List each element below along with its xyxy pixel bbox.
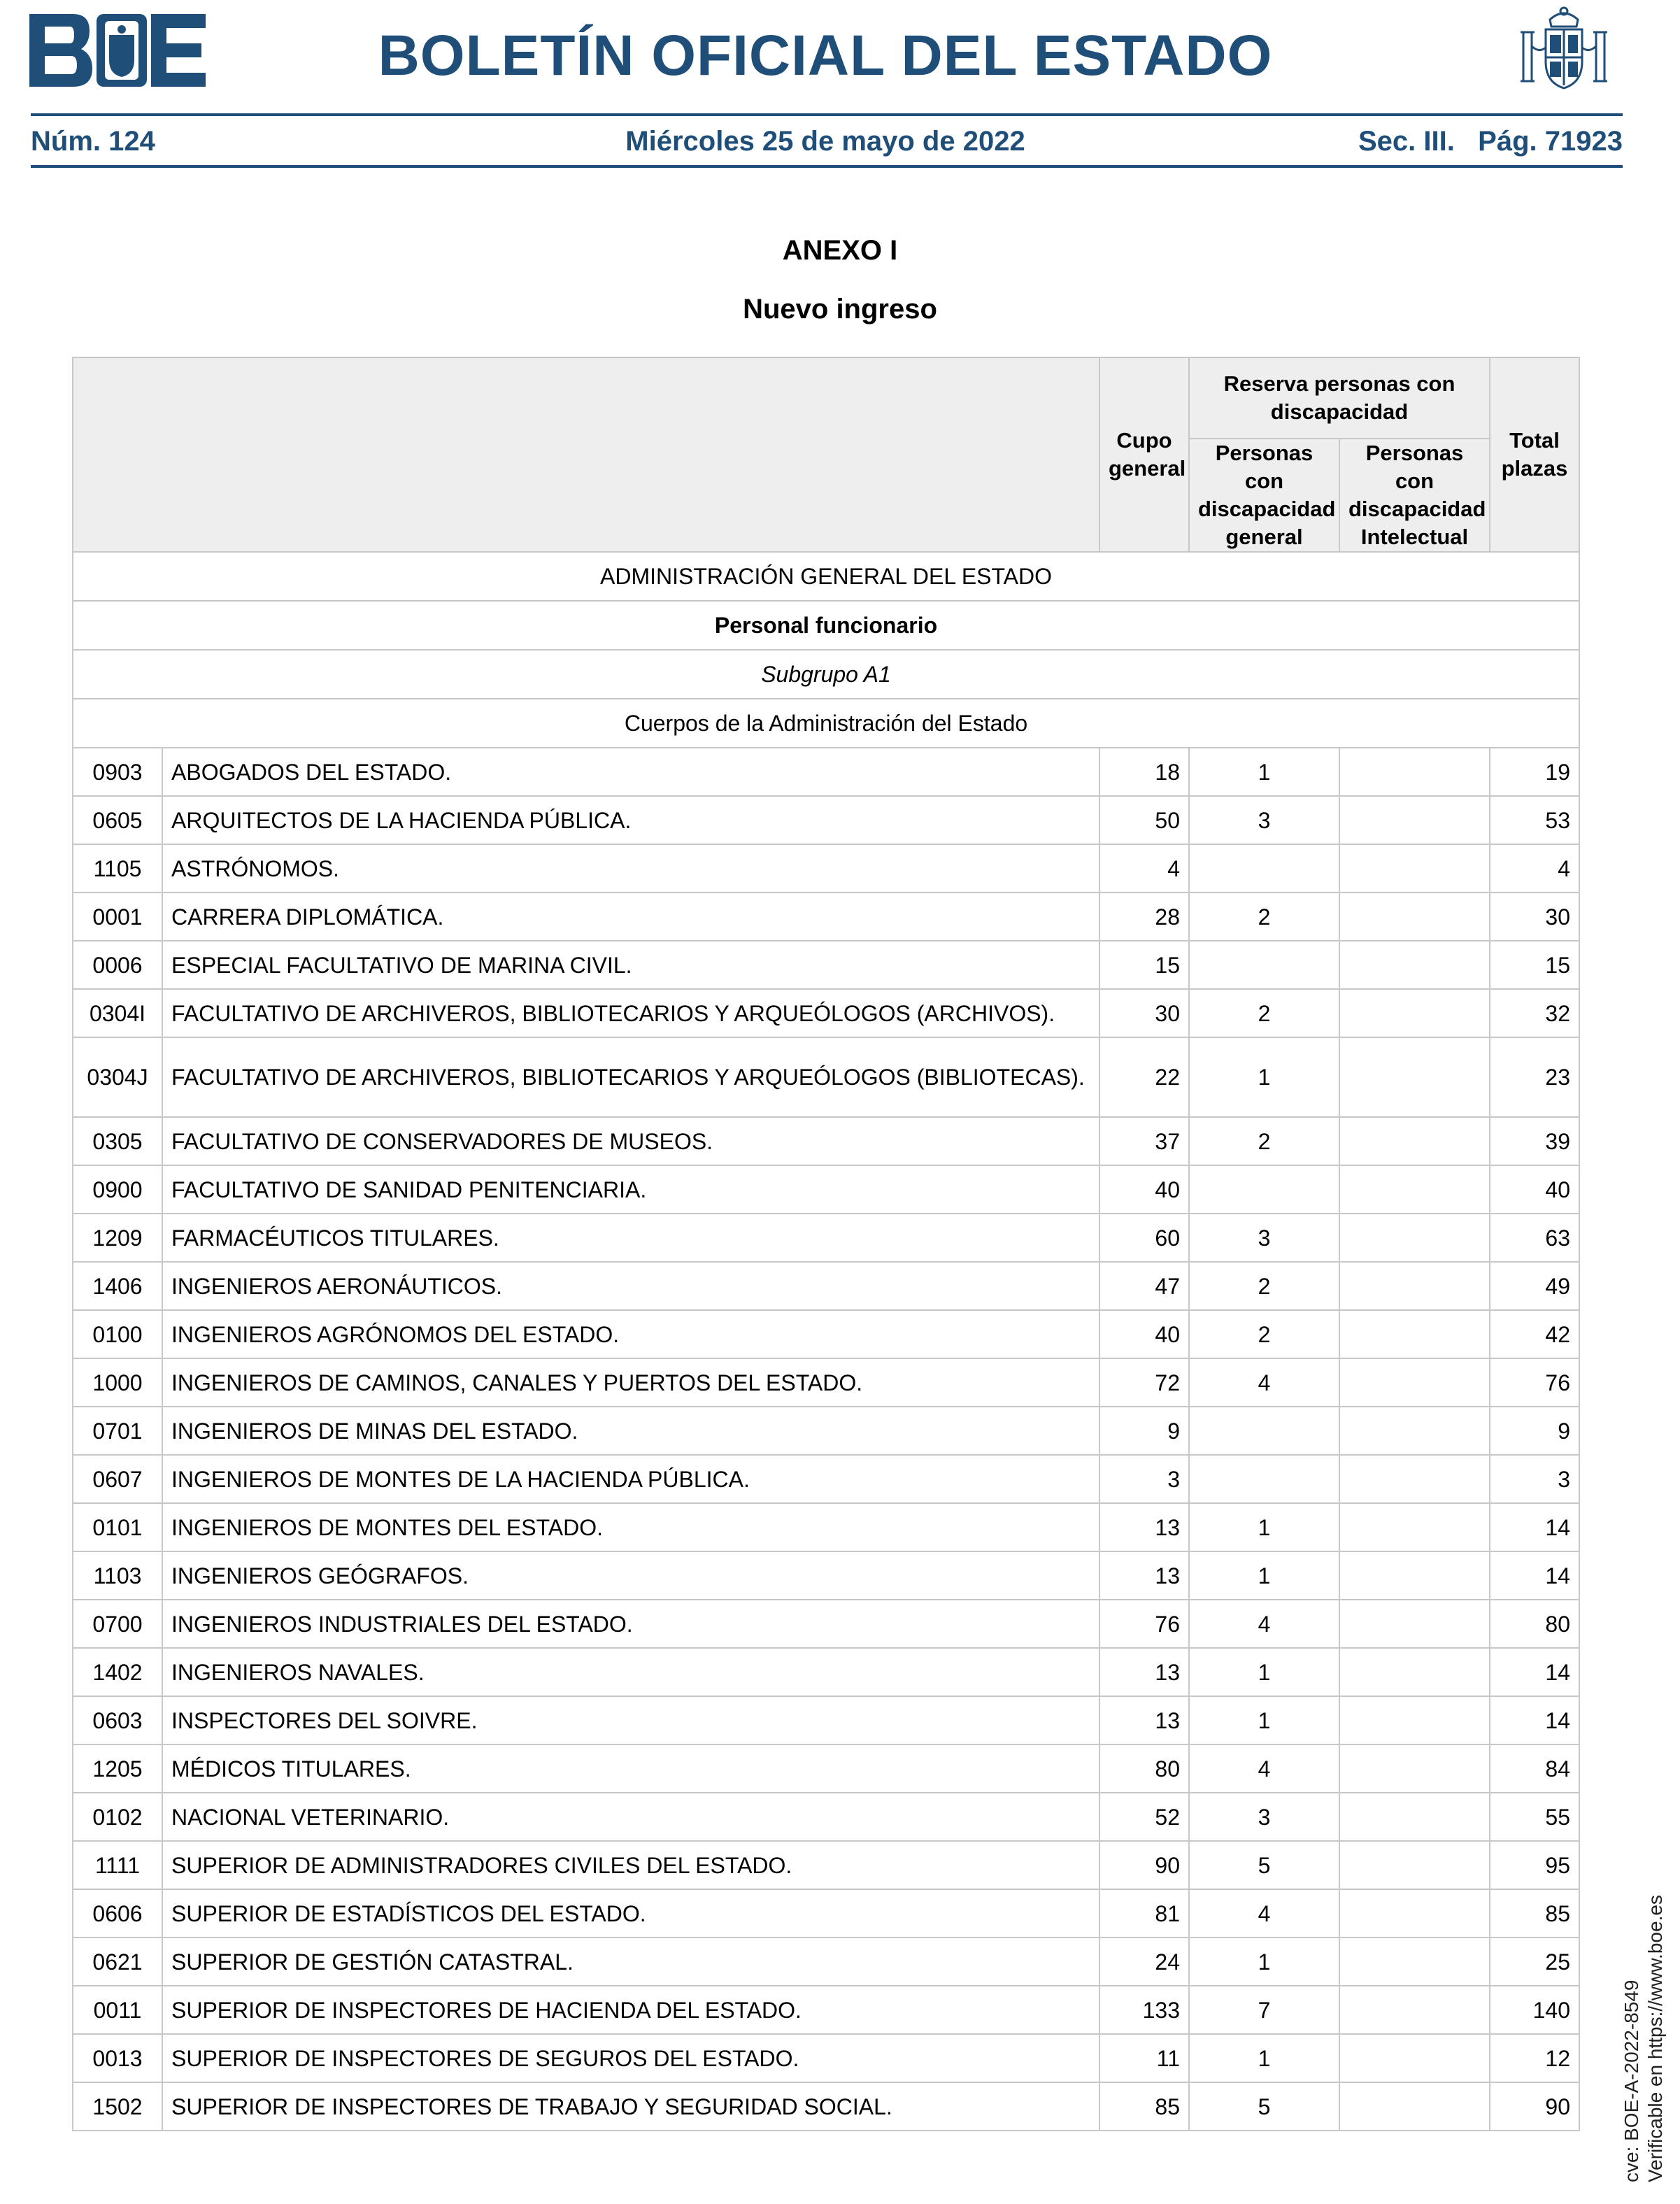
cell-cupo: 90	[1099, 1841, 1189, 1889]
cell-cupo: 18	[1099, 748, 1189, 796]
cell-name: INGENIEROS DE MONTES DE LA HACIENDA PÚBLICA.	[162, 1455, 1099, 1503]
cell-disc-intelectual	[1339, 1503, 1490, 1551]
cell-name: INGENIEROS DE MONTES DEL ESTADO.	[162, 1503, 1099, 1551]
table-row	[73, 989, 1579, 1037]
cell-disc-general: 4	[1189, 1744, 1339, 1793]
cell-name: FACULTATIVO DE CONSERVADORES DE MUSEOS.	[162, 1117, 1099, 1165]
section-subgrupo: Subgrupo A1	[73, 650, 1579, 699]
cell-name: ARQUITECTOS DE LA HACIENDA PÚBLICA.	[162, 796, 1099, 844]
cell-total: 30	[1490, 893, 1579, 941]
cell-total: 9	[1490, 1407, 1579, 1455]
cell-code: 1209	[73, 1214, 162, 1262]
cell-disc-intelectual	[1339, 1793, 1490, 1841]
cell-disc-general: 3	[1189, 1793, 1339, 1841]
cell-disc-intelectual	[1339, 1407, 1490, 1455]
header-total: Total plazas	[1490, 357, 1579, 552]
header-disc-intelectual: Personas con discapacidad Intelectual	[1339, 439, 1490, 552]
cell-code: 1402	[73, 1648, 162, 1696]
cell-cupo: 13	[1099, 1551, 1189, 1600]
cell-code: 1000	[73, 1358, 162, 1407]
cell-code: 0606	[73, 1889, 162, 1938]
cell-name: CARRERA DIPLOMÁTICA.	[162, 893, 1099, 941]
cell-name: SUPERIOR DE INSPECTORES DE SEGUROS DEL ESTADO.	[162, 2034, 1099, 2082]
cell-name: INGENIEROS DE CAMINOS, CANALES Y PUERTOS DEL ESTADO.	[162, 1358, 1099, 1407]
cell-total: 40	[1490, 1165, 1579, 1214]
cell-cupo: 22	[1099, 1037, 1189, 1117]
cell-disc-general: 2	[1189, 1310, 1339, 1358]
cell-total: 85	[1490, 1889, 1579, 1938]
cell-total: 12	[1490, 2034, 1579, 2082]
cell-disc-intelectual	[1339, 1117, 1490, 1165]
cell-disc-intelectual	[1339, 1600, 1490, 1648]
table-row	[73, 1214, 1579, 1262]
cell-total: 14	[1490, 1551, 1579, 1600]
cell-code: 1502	[73, 2082, 162, 2131]
cell-disc-general: 4	[1189, 1889, 1339, 1938]
cell-cupo: 37	[1099, 1117, 1189, 1165]
cell-code: 0001	[73, 893, 162, 941]
cell-cupo: 30	[1099, 989, 1189, 1037]
verification-note	[1620, 1707, 1667, 2182]
cell-cupo: 13	[1099, 1648, 1189, 1696]
verify-text: Verificable en https://www.boe.es	[1644, 1895, 1666, 2182]
cell-disc-general: 1	[1189, 2034, 1339, 2082]
cell-cupo: 15	[1099, 941, 1189, 989]
cell-disc-general: 1	[1189, 1551, 1339, 1600]
cell-code: 0903	[73, 748, 162, 796]
cell-name: SUPERIOR DE INSPECTORES DE TRABAJO Y SEGURIDAD SOCIAL.	[162, 2082, 1099, 2131]
cell-disc-general: 1	[1189, 748, 1339, 796]
cell-disc-general: 2	[1189, 893, 1339, 941]
cell-disc-general	[1189, 941, 1339, 989]
cell-code: 0700	[73, 1600, 162, 1648]
cell-total: 19	[1490, 748, 1579, 796]
header-disc-general: Personas con discapacidad general	[1189, 439, 1339, 552]
cell-code: 0305	[73, 1117, 162, 1165]
cell-total: 25	[1490, 1938, 1579, 1986]
table-row	[73, 1310, 1579, 1358]
cell-total: 23	[1490, 1037, 1579, 1117]
cell-total: 53	[1490, 796, 1579, 844]
cell-cupo: 28	[1099, 893, 1189, 941]
cell-cupo: 40	[1099, 1165, 1189, 1214]
issue-date: Miércoles 25 de mayo de 2022	[625, 126, 1025, 157]
cell-cupo: 76	[1099, 1600, 1189, 1648]
cell-disc-general: 2	[1189, 1262, 1339, 1310]
cell-code: 1205	[73, 1744, 162, 1793]
cell-cupo: 47	[1099, 1262, 1189, 1310]
table-row	[73, 1986, 1579, 2034]
cell-name: INGENIEROS DE MINAS DEL ESTADO.	[162, 1407, 1099, 1455]
cell-cupo: 24	[1099, 1938, 1189, 1986]
cell-disc-general: 1	[1189, 1938, 1339, 1986]
cell-name: INGENIEROS NAVALES.	[162, 1648, 1099, 1696]
table-row	[73, 893, 1579, 941]
cell-disc-general: 1	[1189, 1037, 1339, 1117]
cell-cupo: 40	[1099, 1310, 1189, 1358]
cell-cupo: 80	[1099, 1744, 1189, 1793]
table-row	[73, 1551, 1579, 1600]
cell-name: ABOGADOS DEL ESTADO.	[162, 748, 1099, 796]
cell-name: MÉDICOS TITULARES.	[162, 1744, 1099, 1793]
plazas-table	[72, 357, 1580, 2131]
cell-disc-intelectual	[1339, 989, 1490, 1037]
table-row	[73, 1648, 1579, 1696]
cell-cupo: 85	[1099, 2082, 1189, 2131]
annex-title: ANEXO I	[782, 235, 898, 266]
table-row	[73, 1262, 1579, 1310]
cell-name: ASTRÓNOMOS.	[162, 844, 1099, 893]
cell-disc-general	[1189, 1165, 1339, 1214]
cve-text: cve: BOE-A-2022-8549	[1621, 1979, 1642, 2182]
cell-cupo: 50	[1099, 796, 1189, 844]
cell-disc-general	[1189, 844, 1339, 893]
cell-cupo: 52	[1099, 1793, 1189, 1841]
cell-name: FARMACÉUTICOS TITULARES.	[162, 1214, 1099, 1262]
table-row	[73, 941, 1579, 989]
cell-code: 0621	[73, 1938, 162, 1986]
cell-disc-intelectual	[1339, 1165, 1490, 1214]
boe-logo	[29, 14, 206, 87]
cell-disc-general	[1189, 1407, 1339, 1455]
cell-disc-intelectual	[1339, 1358, 1490, 1407]
page-title: BOLETÍN OFICIAL DEL ESTADO	[378, 24, 1273, 87]
cell-cupo: 72	[1099, 1358, 1189, 1407]
header-cupo: Cupo general	[1099, 357, 1189, 552]
cell-disc-intelectual	[1339, 893, 1490, 941]
issue-number: Núm. 124	[31, 126, 155, 157]
cell-total: 140	[1490, 1986, 1579, 2034]
cell-code: 0102	[73, 1793, 162, 1841]
cell-cupo: 13	[1099, 1696, 1189, 1744]
cell-disc-general: 1	[1189, 1696, 1339, 1744]
cell-disc-intelectual	[1339, 2034, 1490, 2082]
cell-disc-intelectual	[1339, 1310, 1490, 1358]
cell-name: SUPERIOR DE GESTIÓN CATASTRAL.	[162, 1938, 1099, 1986]
cell-cupo: 133	[1099, 1986, 1189, 2034]
cell-total: 55	[1490, 1793, 1579, 1841]
cell-code: 0304I	[73, 989, 162, 1037]
section-cuerpos: Cuerpos de la Administración del Estado	[73, 699, 1579, 748]
cell-disc-intelectual	[1339, 2082, 1490, 2131]
section-admin: ADMINISTRACIÓN GENERAL DEL ESTADO	[73, 552, 1579, 601]
header-blank	[73, 357, 1099, 552]
cell-disc-general: 1	[1189, 1503, 1339, 1551]
cell-total: 39	[1490, 1117, 1579, 1165]
cell-disc-intelectual	[1339, 1696, 1490, 1744]
header-reserva: Reserva personas con discapacidad	[1189, 357, 1490, 439]
table-row	[73, 2034, 1579, 2082]
cell-total: 90	[1490, 2082, 1579, 2131]
cell-disc-intelectual	[1339, 1986, 1490, 2034]
cell-total: 32	[1490, 989, 1579, 1037]
cell-disc-intelectual	[1339, 796, 1490, 844]
cell-cupo: 81	[1099, 1889, 1189, 1938]
header-rule-bottom	[31, 165, 1623, 168]
cell-cupo: 9	[1099, 1407, 1189, 1455]
cell-disc-general: 5	[1189, 2082, 1339, 2131]
cell-cupo: 13	[1099, 1503, 1189, 1551]
cell-disc-intelectual	[1339, 1648, 1490, 1696]
cell-disc-intelectual	[1339, 1938, 1490, 1986]
table-row	[73, 1037, 1579, 1117]
cell-total: 15	[1490, 941, 1579, 989]
table-row	[73, 844, 1579, 893]
cell-name: SUPERIOR DE INSPECTORES DE HACIENDA DEL ESTADO.	[162, 1986, 1099, 2034]
table-row	[73, 748, 1579, 796]
cell-disc-general: 4	[1189, 1600, 1339, 1648]
cell-disc-intelectual	[1339, 748, 1490, 796]
cell-total: 63	[1490, 1214, 1579, 1262]
cell-name: ESPECIAL FACULTATIVO DE MARINA CIVIL.	[162, 941, 1099, 989]
table-row	[73, 1455, 1579, 1503]
cell-disc-general	[1189, 1455, 1339, 1503]
cell-disc-intelectual	[1339, 1841, 1490, 1889]
cell-cupo: 4	[1099, 844, 1189, 893]
cell-total: 95	[1490, 1841, 1579, 1889]
cell-total: 76	[1490, 1358, 1579, 1407]
cell-disc-intelectual	[1339, 844, 1490, 893]
cell-code: 0603	[73, 1696, 162, 1744]
cell-disc-general: 3	[1189, 796, 1339, 844]
cell-disc-intelectual	[1339, 1262, 1490, 1310]
cell-disc-general: 1	[1189, 1648, 1339, 1696]
cell-code: 0900	[73, 1165, 162, 1214]
cell-disc-intelectual	[1339, 1551, 1490, 1600]
cell-total: 49	[1490, 1262, 1579, 1310]
table-row	[73, 1165, 1579, 1214]
cell-total: 14	[1490, 1696, 1579, 1744]
cell-disc-intelectual	[1339, 941, 1490, 989]
cell-cupo: 3	[1099, 1455, 1189, 1503]
table-row	[73, 1938, 1579, 1986]
cell-name: FACULTATIVO DE ARCHIVEROS, BIBLIOTECARIOS Y ARQUEÓLOGOS (BIBLIOTECAS).	[162, 1037, 1099, 1117]
cell-code: 1406	[73, 1262, 162, 1310]
cell-total: 4	[1490, 844, 1579, 893]
cell-disc-intelectual	[1339, 1037, 1490, 1117]
cell-name: SUPERIOR DE ADMINISTRADORES CIVILES DEL ESTADO.	[162, 1841, 1099, 1889]
cell-code: 0100	[73, 1310, 162, 1358]
cell-code: 0605	[73, 796, 162, 844]
cell-name: INGENIEROS GEÓGRAFOS.	[162, 1551, 1099, 1600]
table-row	[73, 1696, 1579, 1744]
table-row	[73, 1358, 1579, 1407]
cell-disc-general: 3	[1189, 1214, 1339, 1262]
cell-name: FACULTATIVO DE ARCHIVEROS, BIBLIOTECARIOS Y ARQUEÓLOGOS (ARCHIVOS).	[162, 989, 1099, 1037]
cell-cupo: 11	[1099, 2034, 1189, 2082]
cell-cupo: 60	[1099, 1214, 1189, 1262]
cell-disc-general: 5	[1189, 1841, 1339, 1889]
cell-name: FACULTATIVO DE SANIDAD PENITENCIARIA.	[162, 1165, 1099, 1214]
cell-disc-intelectual	[1339, 1455, 1490, 1503]
table-row	[73, 1503, 1579, 1551]
cell-name: INGENIEROS INDUSTRIALES DEL ESTADO.	[162, 1600, 1099, 1648]
cell-code: 0101	[73, 1503, 162, 1551]
cell-disc-general: 4	[1189, 1358, 1339, 1407]
cell-disc-intelectual	[1339, 1889, 1490, 1938]
cell-code: 0701	[73, 1407, 162, 1455]
cell-total: 84	[1490, 1744, 1579, 1793]
cell-code: 0607	[73, 1455, 162, 1503]
table-row	[73, 1841, 1579, 1889]
coat-of-arms-icon	[1518, 4, 1610, 94]
annex-subtitle: Nuevo ingreso	[743, 294, 937, 325]
table-row	[73, 1744, 1579, 1793]
cell-code: 0006	[73, 941, 162, 989]
cell-disc-intelectual	[1339, 1214, 1490, 1262]
cell-disc-general: 2	[1189, 989, 1339, 1037]
cell-name: NACIONAL VETERINARIO.	[162, 1793, 1099, 1841]
section-page: Sec. III. Pág. 71923	[1358, 126, 1623, 157]
table-row	[73, 796, 1579, 844]
cell-total: 14	[1490, 1648, 1579, 1696]
cell-code: 0304J	[73, 1037, 162, 1117]
cell-code: 0011	[73, 1986, 162, 2034]
cell-name: SUPERIOR DE ESTADÍSTICOS DEL ESTADO.	[162, 1889, 1099, 1938]
cell-disc-general: 7	[1189, 1986, 1339, 2034]
cell-code: 1105	[73, 844, 162, 893]
cell-disc-general: 2	[1189, 1117, 1339, 1165]
table-row	[73, 1600, 1579, 1648]
cell-total: 42	[1490, 1310, 1579, 1358]
table-row	[73, 2082, 1579, 2131]
cell-name: INGENIEROS AGRÓNOMOS DEL ESTADO.	[162, 1310, 1099, 1358]
table-row	[73, 1889, 1579, 1938]
cell-code: 1111	[73, 1841, 162, 1889]
cell-name: INSPECTORES DEL SOIVRE.	[162, 1696, 1099, 1744]
cell-total: 3	[1490, 1455, 1579, 1503]
cell-code: 0013	[73, 2034, 162, 2082]
table-row	[73, 1407, 1579, 1455]
section-personal: Personal funcionario	[73, 601, 1579, 650]
cell-name: INGENIEROS AERONÁUTICOS.	[162, 1262, 1099, 1310]
table-row	[73, 1117, 1579, 1165]
cell-total: 14	[1490, 1503, 1579, 1551]
header-rule-top	[31, 113, 1623, 116]
cell-disc-intelectual	[1339, 1744, 1490, 1793]
table-row	[73, 1793, 1579, 1841]
cell-total: 80	[1490, 1600, 1579, 1648]
cell-code: 1103	[73, 1551, 162, 1600]
